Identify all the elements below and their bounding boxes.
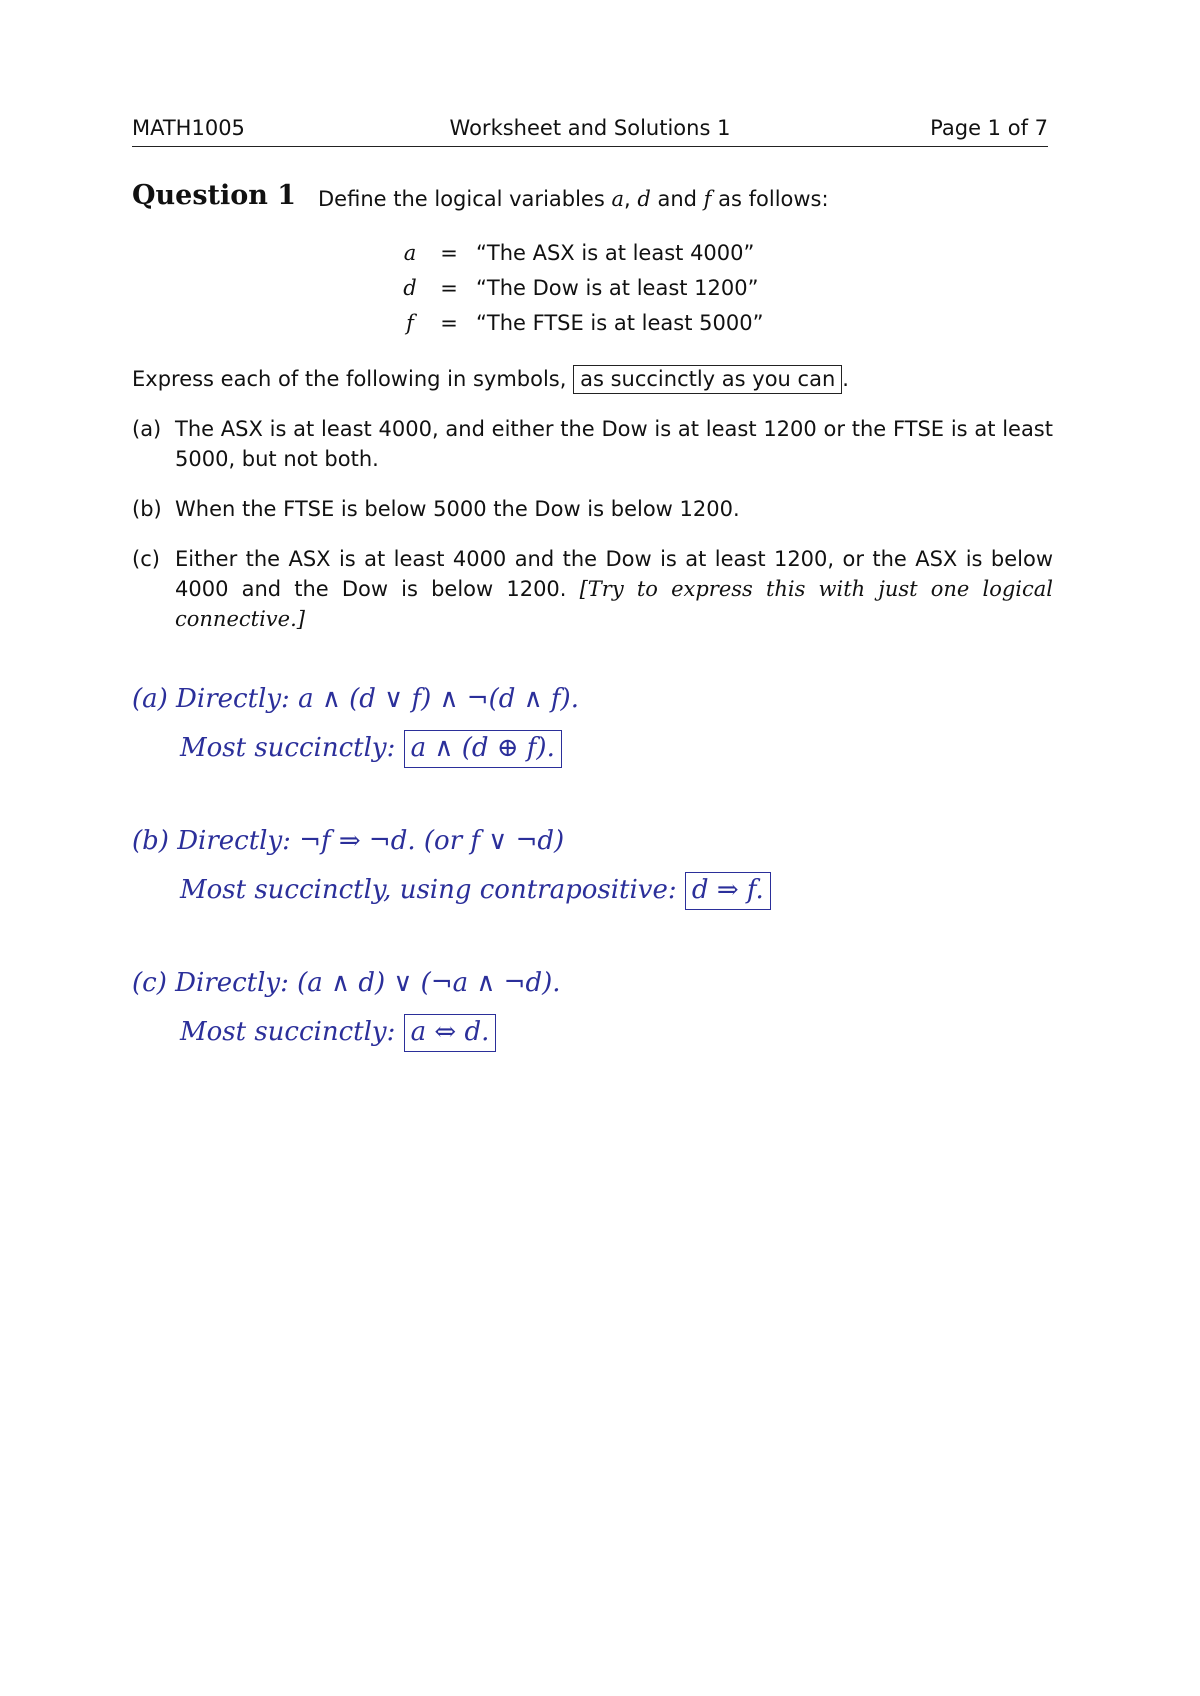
var-a: a [611, 187, 624, 211]
solution-b-direct: (b) Directly: ¬f ⇒ ¬d. (or f ∨ ¬d) [132, 826, 565, 856]
solution-a-direct: (a) Directly: a ∧ (d ∨ f) ∧ ¬(d ∧ f). [132, 684, 579, 714]
definition-row: f = “The FTSE is at least 5000” [406, 311, 764, 335]
instruction: Express each of the following in symbols, as succinctly as you can . [132, 364, 849, 394]
definition-row: a = “The ASX is at least 4000” [403, 241, 755, 265]
var-d: d [637, 187, 651, 211]
running-header [132, 116, 1048, 147]
question-title: Question 1 [132, 180, 297, 211]
hint: [Try to express this with just one logical connective.] [175, 577, 1053, 631]
page-number: Page 1 of 7 [930, 116, 1048, 140]
answer-box: a ⇔ d. [404, 1014, 497, 1052]
answer-box: a ∧ (d ⊕ f). [404, 730, 562, 768]
answer-box: d ⇒ f. [685, 872, 771, 910]
definition-row: d = “The Dow is at least 1200” [403, 276, 759, 300]
course-code: MATH1005 [132, 116, 245, 140]
part-a: (a) The ASX is at least 4000, and either the Dow is at least 1200 or the FTSE is at least 5000, but not both. [132, 417, 1053, 471]
instruction-boxed: as succinctly as you can [573, 365, 842, 394]
part-c: (c) Either the ASX is at least 4000 and the Dow is at least 1200, or the ASX is below 4000 and the Dow is below 1200. [Try to express this with just one logical connective.] [132, 547, 1053, 631]
part-b: (b) When the FTSE is below 5000 the Dow is below 1200. [132, 497, 740, 521]
variable-definitions [398, 238, 918, 343]
solution-c-succinct: Most succinctly: a ⇔ d. [180, 1017, 496, 1047]
question-intro: Define the logical variables a, d and f as follows: [318, 187, 829, 211]
solution-c-direct: (c) Directly: (a ∧ d) ∨ (¬a ∧ ¬d). [132, 968, 561, 998]
var-f: f [703, 187, 712, 211]
solution-a-succinct: Most succinctly: a ∧ (d ⊕ f). [180, 733, 562, 763]
worksheet-title: Worksheet and Solutions 1 [449, 116, 731, 140]
solution-b-succinct: Most succinctly, using contrapositive: d ⇒ f. [180, 875, 771, 905]
